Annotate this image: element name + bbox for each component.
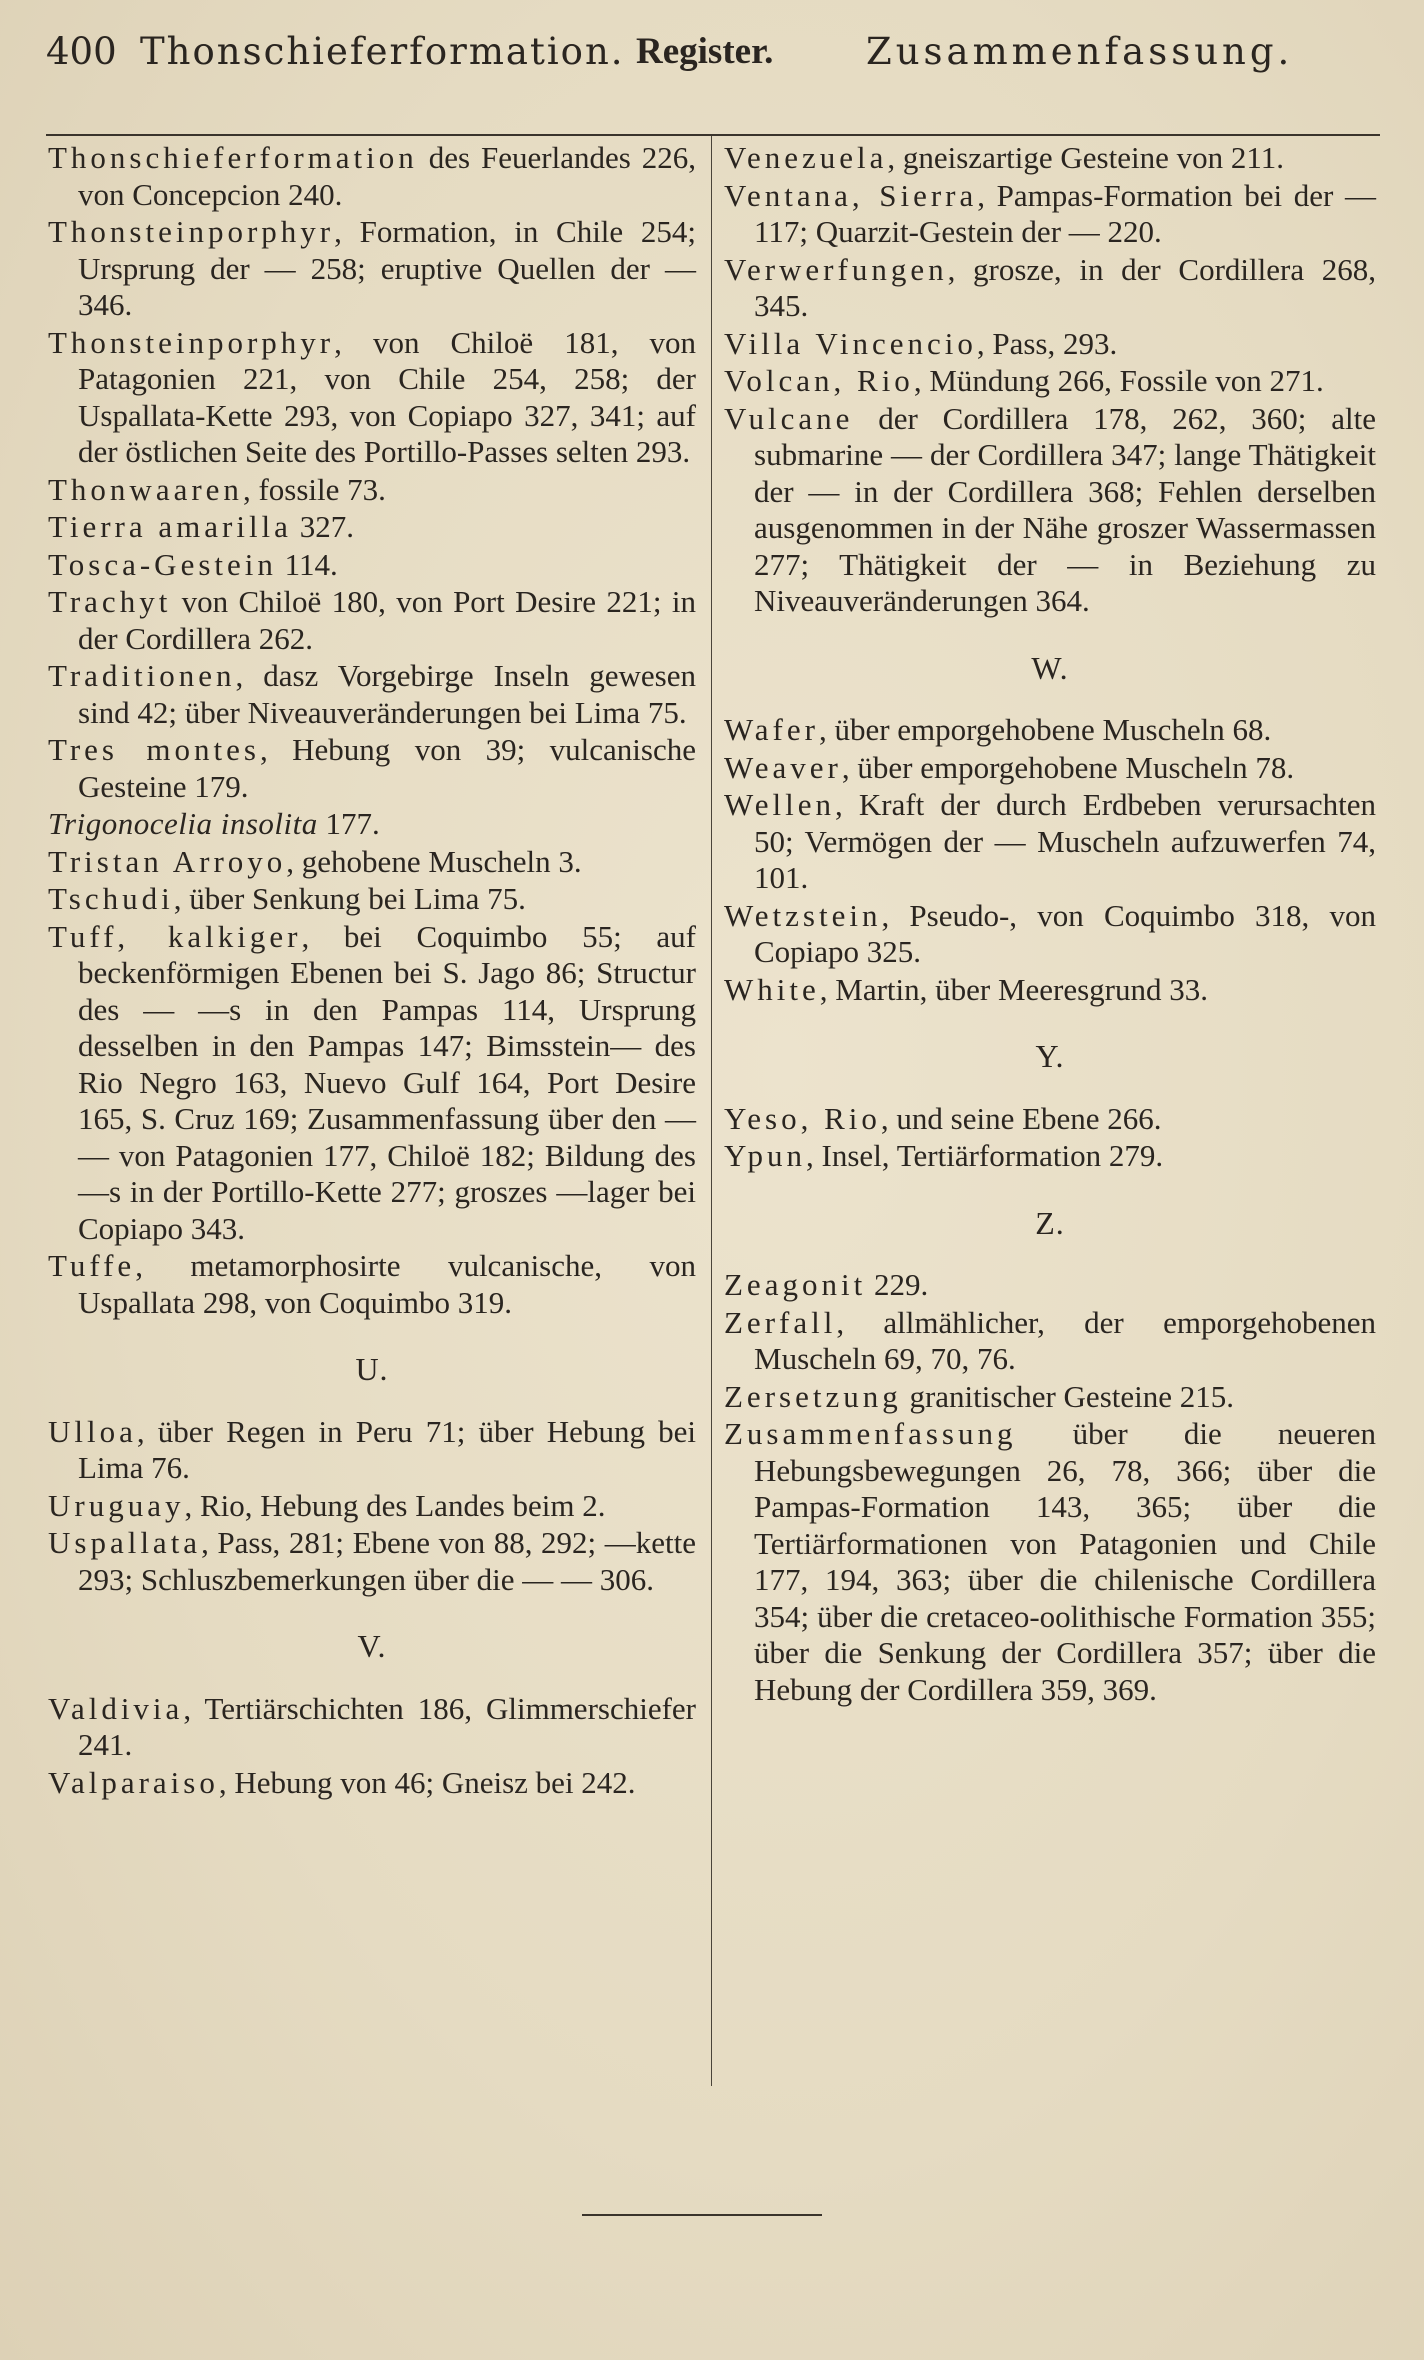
entry-head: Uspallata: [48, 1525, 202, 1560]
entry-text: des Feuerlandes 226, von Concepcion 240.: [78, 140, 696, 212]
index-entry: [724, 363, 1376, 400]
index-entry: [48, 844, 696, 881]
entry-text: , Mündung 266, Fossile von 271.: [913, 363, 1324, 398]
index-entry: [724, 252, 1376, 325]
entry-head: Tuff, kalkiger: [48, 918, 302, 954]
entry-head: Tristan Arroyo: [48, 843, 287, 879]
end-rule: [582, 2214, 822, 2216]
index-entry: [724, 972, 1376, 1009]
entry-head: Thonschieferformation: [48, 140, 418, 175]
entry-head: Ypun: [724, 1138, 807, 1173]
entry-head: Uruguay: [48, 1487, 185, 1523]
entry-head: Thonsteinporphyr: [48, 324, 335, 360]
page-number: 400: [46, 30, 117, 73]
section-letter: V.: [357, 1628, 387, 1664]
index-entry: [724, 401, 1376, 620]
entry-text: , Kraft der durch Erdbeben verursachten 50; Vermögen der — Muscheln aufzuwerfen 74, 101.: [754, 787, 1376, 895]
entry-head: Wellen: [724, 787, 836, 822]
index-entry: [48, 325, 696, 471]
entry-text: 177.: [317, 806, 380, 841]
index-entry: [724, 898, 1376, 971]
entry-text: , über emporgehobene Muscheln 68.: [818, 712, 1272, 747]
index-entry: [48, 1691, 696, 1764]
entry-head: Weaver: [724, 749, 842, 785]
entry-text: , Hebung von 39; vulcanische Gesteine 179.: [78, 732, 696, 804]
entry-text: , Tertiärschichten 186, Glimmerschiefer 241.: [78, 1690, 696, 1762]
entry-text: 327.: [291, 509, 354, 544]
entry-text: , Martin, über Meeresgrund 33.: [819, 971, 1209, 1007]
entry-head: Thonwaaren: [48, 471, 243, 507]
entry-text: , über emporgehobene Muscheln 78.: [841, 749, 1295, 785]
entry-text: granitischer Gesteine 215.: [901, 1378, 1234, 1414]
entry-text: , Pass, 281; Ebene von 88, 292; —kette 293; Schluszbemerkungen über die — — 306.: [78, 1525, 696, 1597]
index-entry: [724, 178, 1376, 251]
column-divider: [711, 136, 712, 2086]
entry-head: Traditionen: [48, 658, 236, 693]
entry-head: Yeso, Rio: [724, 1100, 881, 1136]
index-entry: [724, 787, 1376, 897]
index-entry: [48, 1248, 696, 1321]
entry-head: Wafer: [724, 712, 819, 747]
index-entry: [48, 881, 696, 918]
section-letter: W.: [1031, 649, 1069, 686]
index-entry: [48, 806, 696, 843]
entry-text: , Pampas-Formation bei der — 117; Quarzit-Gestein der — 220.: [754, 177, 1376, 249]
entry-head: Villa Vincencio: [724, 325, 977, 361]
entry-head: Tosca-Gestein: [48, 546, 277, 582]
entry-head: Trachyt: [48, 584, 172, 619]
entry-text: , gehobene Muscheln 3.: [286, 843, 582, 879]
section-letter: Z.: [1035, 1204, 1065, 1241]
entry-head: Tierra amarilla: [48, 509, 292, 544]
index-entry: [48, 1765, 696, 1802]
index-entry: [48, 919, 696, 1248]
entry-text: , Pass, 293.: [976, 325, 1118, 361]
header-left-title: Thonschieferformation.: [140, 30, 625, 73]
entry-head: Valdivia: [48, 1690, 184, 1726]
index-entry: [48, 658, 696, 731]
index-entry: [724, 1416, 1376, 1708]
entry-head: Tres montes: [48, 732, 260, 767]
index-entry: [48, 1414, 696, 1487]
entry-text: , grosze, in der Cordillera 268, 345.: [754, 251, 1376, 323]
entry-text: , Hebung von 46; Gneisz bei 242.: [218, 1764, 636, 1800]
entry-text: , dasz Vorgebirge Inseln gewesen sind 42; über Niveauveränderungen bei Lima 75.: [78, 658, 696, 730]
entry-head: White: [724, 971, 820, 1007]
entry-text: von Chiloë 180, von Port Desire 221; in der Cordillera 262.: [78, 584, 696, 656]
entry-head: Valparaiso: [48, 1764, 219, 1800]
entry-text: , Pseudo-, von Coquimbo 318, von Copiapo 325.: [754, 897, 1376, 969]
entry-text: 114.: [276, 546, 338, 582]
index-entry: [724, 1101, 1376, 1138]
index-entry: [724, 140, 1376, 177]
index-entry: [724, 1305, 1376, 1378]
index-entry: [724, 712, 1376, 749]
entry-text: , Insel, Tertiärformation 279.: [806, 1138, 1164, 1173]
entry-head: Tschudi: [48, 881, 174, 916]
right-column: [724, 140, 1376, 1709]
index-entry: [724, 1267, 1376, 1304]
entry-text: , von Chiloë 181, von Patagonien 221, von Chile 254, 258; der Uspallata-Kette 293, von Copiapo 327, 341; auf der östlichen Seite des Portillo-Passes selten 293.: [78, 324, 696, 469]
index-entry: [724, 326, 1376, 363]
entry-text: , metamorphosirte vulcanische, von Uspallata 298, von Coquimbo 319.: [78, 1248, 696, 1320]
entry-head: Zusammenfassung: [724, 1416, 1017, 1451]
index-entry: [48, 1525, 696, 1598]
entry-text: , Formation, in Chile 254; Ursprung der — 258; eruptive Quellen der — 346.: [78, 214, 696, 322]
section-letter: Y.: [1035, 1038, 1065, 1074]
entry-text: , bei Coquimbo 55; auf beckenförmigen Ebenen bei S. Jago 86; Structur des — —s in den Pampas 114, Ursprung desselben in den Pampas 147; Bimsstein— des Rio Negro 163, Nuevo Gulf 164, Port Desire 165, S. Cruz 169; Zusammenfassung über den — — von Patagonien 177, Chiloë 182; Bildung des —s in der Portillo-Kette 277; groszes —lager bei Copiapo 343.: [78, 918, 696, 1246]
entry-head: Zersetzung: [724, 1378, 902, 1414]
index-entry: [48, 584, 696, 657]
section-letter: U.: [355, 1351, 389, 1387]
entry-text: der Cordillera 178, 262, 360; alte submarine — der Cordillera 347; lange Thätigkeit der — in der Cordillera 368; Fehlen derselben ausgenommen in der Nähe groszer Wassermassen 277; Thätigkeit der — in Beziehung zu Niveauveränderungen 364.: [754, 400, 1376, 618]
entry-head: Ventana, Sierra: [724, 177, 978, 213]
header-right-title: Zusammenfassung.: [866, 30, 1294, 73]
entry-head: Zerfall: [724, 1304, 837, 1340]
index-entry: [48, 509, 696, 546]
index-entry: [724, 1379, 1376, 1416]
entry-head: Trigonocelia insolita: [48, 806, 318, 841]
entry-text: über die neueren Hebungsbewegungen 26, 78, 366; über die Pampas-Formation 143, 365; über die Tertiärformationen von Patagonien und Chile 177, 194, 363; über die chilenische Cordillera 354; über die cretaceo-oolithische Formation 355; über die Senkung der Cordillera 357; über die Hebung der Cordillera 359, 369.: [754, 1416, 1376, 1707]
running-header: [46, 30, 1376, 90]
entry-head: Tuffe: [48, 1248, 136, 1283]
entry-text: , gneiszartige Gesteine von 211.: [887, 140, 1284, 175]
entry-text: , Rio, Hebung des Landes beim 2.: [184, 1487, 606, 1523]
entry-head: Volcan, Rio: [724, 363, 914, 398]
index-entry: [48, 214, 696, 324]
index-entry: [48, 1488, 696, 1525]
entry-head: Wetzstein: [724, 897, 882, 933]
entry-head: Ulloa: [48, 1413, 137, 1449]
entry-head: Thonsteinporphyr: [48, 214, 335, 249]
index-entry: [48, 732, 696, 805]
entry-head: Vulcane: [724, 400, 854, 436]
entry-head: Zeagonit: [724, 1267, 867, 1302]
entry-text: 229.: [866, 1267, 929, 1302]
entry-head: Verwerfungen: [724, 251, 948, 287]
index-entry: [48, 140, 696, 213]
header-rule: [46, 134, 1380, 136]
entry-text: , über Regen in Peru 71; über Hebung bei Lima 76.: [78, 1413, 696, 1485]
entry-text: , und seine Ebene 266.: [880, 1100, 1162, 1136]
entry-head: Venezuela: [724, 140, 888, 175]
entry-text: , fossile 73.: [242, 471, 386, 507]
index-entry: [724, 1138, 1376, 1175]
index-entry: [48, 472, 696, 509]
entry-text: , allmählicher, der emporgehobenen Muscheln 69, 70, 76.: [754, 1304, 1376, 1376]
header-center-title: Register.: [636, 31, 774, 72]
index-entry: [48, 547, 696, 584]
index-entry: [724, 750, 1376, 787]
entry-text: , über Senkung bei Lima 75.: [173, 881, 526, 916]
left-column: [48, 140, 696, 1802]
